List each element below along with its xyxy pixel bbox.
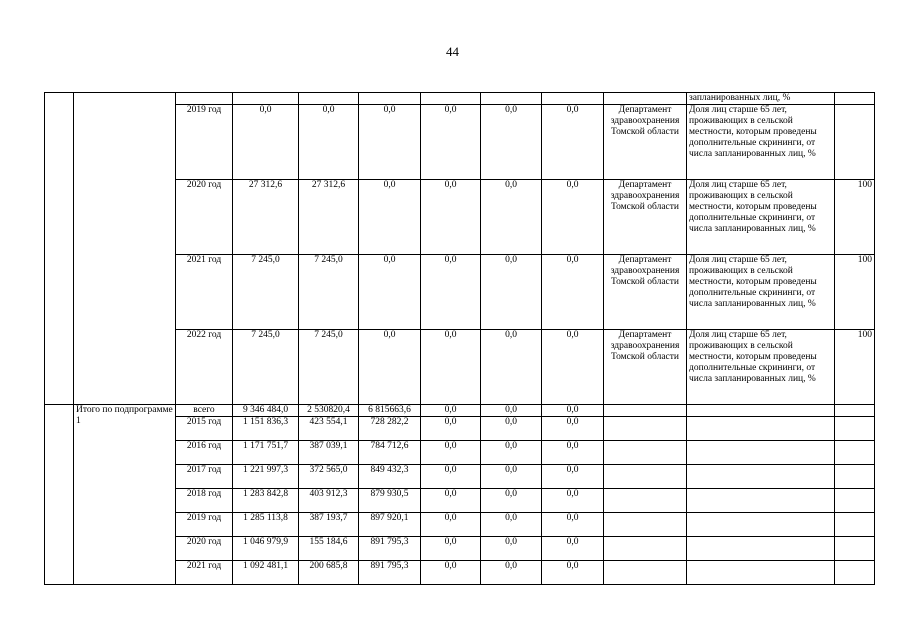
year-cell: 2018 год (176, 489, 233, 513)
indicator-cell: Доля лиц старше 65 лет, проживающих в сельской местности, которым проведены дополнительные скрининги, от числа запланированных лиц, % (687, 105, 835, 180)
value-cell: 0,0 (542, 513, 604, 537)
value-cell: 0,0 (481, 255, 542, 330)
value-cell: 0,0 (481, 489, 542, 513)
value-cell: 0,0 (421, 405, 481, 417)
num-cell (45, 93, 74, 405)
value-cell: 7 245,0 (299, 330, 359, 405)
year-cell: 2015 год (176, 417, 233, 441)
value-cell: 6 815663,6 (359, 405, 421, 417)
value-cell: 0,0 (542, 417, 604, 441)
value-cell: 387 039,1 (299, 441, 359, 465)
value-cell: 897 920,1 (359, 513, 421, 537)
plan-cell (835, 465, 875, 489)
value-cell: 7 245,0 (299, 255, 359, 330)
table-row (45, 405, 875, 417)
empty-cell (604, 93, 687, 105)
value-cell: 155 184,6 (299, 537, 359, 561)
value-cell: 784 712,6 (359, 441, 421, 465)
value-cell: 27 312,6 (299, 180, 359, 255)
value-cell: 891 795,3 (359, 561, 421, 585)
executor-cell (604, 513, 687, 537)
value-cell: 387 193,7 (299, 513, 359, 537)
plan-cell (835, 417, 875, 441)
value-cell: 0,0 (481, 417, 542, 441)
year-cell: 2017 год (176, 465, 233, 489)
plan-cell (835, 513, 875, 537)
value-cell: 0,0 (542, 180, 604, 255)
plan-cell: 100 (835, 180, 875, 255)
value-cell: 0,0 (421, 489, 481, 513)
budget-table (44, 92, 875, 585)
empty-cell (233, 93, 299, 105)
value-cell: 9 346 484,0 (233, 405, 299, 417)
value-cell: 7 245,0 (233, 255, 299, 330)
value-cell: 2 530820,4 (299, 405, 359, 417)
value-cell: 200 685,8 (299, 561, 359, 585)
value-cell: 0,0 (421, 180, 481, 255)
indicator-cell (687, 561, 835, 585)
value-cell: 0,0 (359, 180, 421, 255)
value-cell: 0,0 (481, 180, 542, 255)
executor-cell (604, 441, 687, 465)
table-row (45, 93, 875, 105)
executor-cell: Департамент здравоохранения Томской области (604, 255, 687, 330)
indicator-cell (687, 405, 835, 417)
value-cell: 879 930,5 (359, 489, 421, 513)
indicator-cell (687, 465, 835, 489)
value-cell: 0,0 (481, 405, 542, 417)
indicator-cell: Доля лиц старше 65 лет, проживающих в сельской местности, которым проведены дополнительные скрининги, от числа запланированных лиц, % (687, 330, 835, 405)
value-cell: 0,0 (481, 537, 542, 561)
value-cell: 1 092 481,1 (233, 561, 299, 585)
executor-cell (604, 489, 687, 513)
value-cell: 0,0 (542, 330, 604, 405)
year-cell: 2020 год (176, 180, 233, 255)
value-cell: 891 795,3 (359, 537, 421, 561)
value-cell: 0,0 (481, 330, 542, 405)
value-cell: 0,0 (481, 441, 542, 465)
value-cell: 0,0 (421, 537, 481, 561)
value-cell: 728 282,2 (359, 417, 421, 441)
indicator-cell (687, 489, 835, 513)
empty-cell (359, 93, 421, 105)
year-cell: 2019 год (176, 513, 233, 537)
plan-cell (835, 441, 875, 465)
value-cell: 0,0 (542, 561, 604, 585)
value-cell: 0,0 (542, 465, 604, 489)
year-cell: 2020 год (176, 537, 233, 561)
value-cell: 403 912,3 (299, 489, 359, 513)
value-cell: 0,0 (542, 105, 604, 180)
indicator-cell (687, 441, 835, 465)
executor-cell (604, 405, 687, 417)
value-cell: 0,0 (299, 105, 359, 180)
indicator-cell (687, 417, 835, 441)
plan-cell (835, 105, 875, 180)
plan-cell (835, 537, 875, 561)
name-cell (74, 93, 176, 405)
value-cell: 0,0 (421, 105, 481, 180)
plan-cell (835, 489, 875, 513)
year-cell: 2016 год (176, 441, 233, 465)
value-cell: 1 283 842,8 (233, 489, 299, 513)
num-cell (45, 405, 74, 585)
indicator-cell: Доля лиц старше 65 лет, проживающих в сельской местности, которым проведены дополнительные скрининги, от числа запланированных лиц, % (687, 180, 835, 255)
value-cell: 0,0 (542, 441, 604, 465)
value-cell: 1 151 836,3 (233, 417, 299, 441)
indicator-cell (687, 537, 835, 561)
executor-cell: Департамент здравоохранения Томской области (604, 105, 687, 180)
value-cell: 0,0 (359, 255, 421, 330)
page-number: 44 (446, 44, 459, 59)
plan-cell: 100 (835, 255, 875, 330)
value-cell: 0,0 (481, 513, 542, 537)
value-cell: 0,0 (542, 537, 604, 561)
plan-cell (835, 561, 875, 585)
year-cell: 2019 год (176, 105, 233, 180)
value-cell: 0,0 (421, 330, 481, 405)
value-cell: 0,0 (421, 255, 481, 330)
value-cell: 0,0 (481, 105, 542, 180)
empty-cell (176, 93, 233, 105)
value-cell: 0,0 (359, 105, 421, 180)
plan-cell: 100 (835, 330, 875, 405)
value-cell: 0,0 (481, 465, 542, 489)
value-cell: 1 221 997,3 (233, 465, 299, 489)
empty-cell (481, 93, 542, 105)
plan-cell (835, 405, 875, 417)
value-cell: 0,0 (421, 561, 481, 585)
total-label: Итого по подпрограмме 1 (74, 405, 176, 585)
executor-cell: Департамент здравоохранения Томской области (604, 180, 687, 255)
value-cell: 0,0 (421, 465, 481, 489)
executor-cell (604, 465, 687, 489)
value-cell: 0,0 (421, 417, 481, 441)
value-cell: 0,0 (481, 561, 542, 585)
plan-cell (835, 93, 875, 105)
year-cell: всего (176, 405, 233, 417)
value-cell: 0,0 (359, 330, 421, 405)
value-cell: 1 046 979,9 (233, 537, 299, 561)
value-cell: 372 565,0 (299, 465, 359, 489)
executor-cell (604, 561, 687, 585)
value-cell: 1 285 113,8 (233, 513, 299, 537)
year-cell: 2021 год (176, 255, 233, 330)
value-cell: 849 432,3 (359, 465, 421, 489)
year-cell: 2021 год (176, 561, 233, 585)
value-cell: 0,0 (542, 489, 604, 513)
executor-cell (604, 417, 687, 441)
empty-cell (421, 93, 481, 105)
value-cell: 0,0 (542, 405, 604, 417)
value-cell: 0,0 (233, 105, 299, 180)
indicator-cell: Доля лиц старше 65 лет, проживающих в сельской местности, которым проведены дополнительные скрининги, от числа запланированных лиц, % (687, 255, 835, 330)
executor-cell: Департамент здравоохранения Томской области (604, 330, 687, 405)
value-cell: 0,0 (421, 513, 481, 537)
empty-cell (299, 93, 359, 105)
value-cell: 27 312,6 (233, 180, 299, 255)
year-cell: 2022 год (176, 330, 233, 405)
executor-cell (604, 537, 687, 561)
value-cell: 0,0 (542, 255, 604, 330)
empty-cell (542, 93, 604, 105)
value-cell: 7 245,0 (233, 330, 299, 405)
value-cell: 1 171 751,7 (233, 441, 299, 465)
value-cell: 0,0 (421, 441, 481, 465)
value-cell: 423 554,1 (299, 417, 359, 441)
indicator-cell (687, 513, 835, 537)
indicator-cell: запланированных лиц, % (687, 93, 835, 105)
